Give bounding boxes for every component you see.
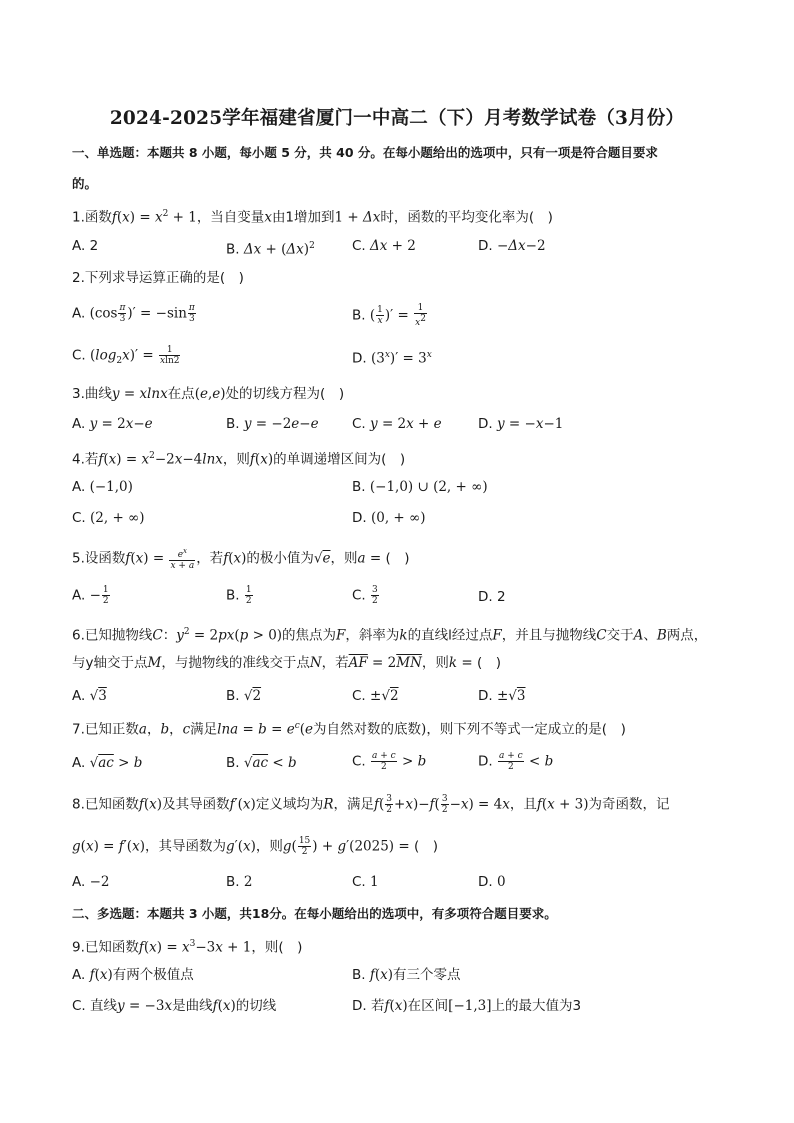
- question-1-option-a: A. 2: [72, 238, 99, 254]
- question-7-option-c: C. $\frac{a + c}{2}$ > b: [352, 751, 427, 772]
- page-title: 2024-2025学年福建省厦门一中高二（下）月考数学试卷（3月份）: [109, 108, 685, 129]
- question-1-stem: 1.函数$f(x) = x^2 + 1$，当自变量x由1增加到1 + Δx时，函数的平均变化率为( ): [72, 209, 553, 226]
- question-1-option-b: B. $\Delta x + (\Delta x)^2$: [226, 241, 315, 258]
- question-8-option-d: D. 0: [478, 874, 506, 890]
- question-5-option-a: A. − $\frac{1}{2}$: [72, 585, 109, 606]
- question-7-option-a: A. √ac > b: [72, 755, 143, 771]
- question-7-option-b: B. √ac < b: [226, 755, 297, 771]
- question-2-stem: 2.下列求导运算正确的是( ): [72, 270, 244, 286]
- question-3-option-d: D. y = −x−1: [478, 416, 564, 432]
- question-4-option-b: B. (−1,0) ∪ (2, + ∞): [352, 479, 488, 495]
- question-6-stem-line1: 6.已知抛物线C：$y^2 = 2px(p > 0)$的焦点为F，斜率为k的直线l经过点F，并且与抛物线C交于A、B两点，: [72, 627, 708, 644]
- question-6-option-d: D. ±√3: [478, 688, 526, 704]
- question-8-stem-line2: g(x) = f′(x)，其导函数为g′(x)，则g( $\frac{15}{2}$ ) + g′(2025) = ( ): [72, 836, 439, 857]
- question-9-option-c: C. 直线y = −3x是曲线f(x)的切线: [72, 998, 277, 1014]
- question-4-option-c: C. (2, + ∞): [72, 510, 145, 526]
- question-6-stem-line2: 与y轴交于点M，与抛物线的准线交于点N，若$\overline{AF} = 2\overline{MN}$，则k = ( ): [72, 655, 502, 671]
- question-4-stem: 4.若$f(x) = x^2-2x-4\ln x$，则f(x)的单调递增区间为( ): [72, 451, 406, 468]
- question-9-stem: 9.已知函数$f(x) = x^3-3x + 1$，则( ): [72, 939, 303, 956]
- question-2-option-b: B. ( $\frac{1}{x}$ )′ = $\frac{1}{x^2}$: [352, 303, 426, 328]
- question-3-option-c: C. y = 2x + e: [352, 416, 442, 432]
- question-8-option-a: A. −2: [72, 874, 110, 890]
- question-5-option-c: C. $\frac{3}{2}$: [352, 585, 378, 606]
- question-8-option-b: B. 2: [226, 874, 253, 890]
- section-multiple-choice-line1: 二、多选题：本题共 3 小题，共18分。在每小题给出的选项中，有多项符合题目要求。: [72, 906, 557, 921]
- question-9-option-b: B. f(x)有三个零点: [352, 967, 461, 983]
- question-8-option-c: C. 1: [352, 874, 379, 890]
- question-9-option-d: D. 若f(x)在区间[−1,3]上的最大值为3: [352, 998, 582, 1014]
- question-1-option-c: C. Δx + 2: [352, 238, 416, 254]
- question-3-stem: 3.曲线y = xlnx在点(e,e)处的切线方程为( ): [72, 386, 345, 402]
- question-1-option-d: D. −Δx−2: [478, 238, 546, 254]
- question-3-option-a: A. y = 2x−e: [72, 416, 153, 432]
- question-6-option-b: B. √2: [226, 688, 262, 704]
- question-9-option-a: A. f(x)有两个极值点: [72, 967, 194, 983]
- question-3-option-b: B. y = −2e−e: [226, 416, 319, 432]
- question-7-stem: 7.已知正数a，b，c满足$\ln a = b = e^c(e$为自然对数的底数)，则下列不等式一定成立的是( ): [72, 721, 626, 738]
- question-2-option-c: C. $(\log_2x)'$ = $\frac{1}{xln2}$: [72, 345, 180, 367]
- question-7-option-d: D. $\frac{a + c}{2}$ < b: [478, 751, 554, 772]
- section-single-choice-line1: 一、单选题：本题共 8 小题，每小题 5 分，共 40 分。在每小题给出的选项中，只有一项是符合题目要求: [72, 145, 658, 160]
- question-2-option-a: A. (cos $\frac{\pi}{3}$ )′ = −sin $\frac{\pi}{3}$: [72, 303, 195, 324]
- question-6-option-a: A. √3: [72, 688, 107, 704]
- question-8-stem-line1: 8.已知函数f(x)及其导函数f′(x)定义域均为R，满足f( $\frac{3}{2}$ +x)−f( $\frac{3}{2}$ −x) = 4x，且f(x + 3)为奇函数，记: [72, 794, 670, 815]
- section-single-choice-line2: 的。: [72, 176, 98, 191]
- question-5-stem: 5.设函数f(x) = $\frac{e^x}{x + a}$ ，若f(x)的极小值为√e，则a = ( ): [72, 547, 410, 571]
- question-4-option-a: A. (−1,0): [72, 479, 133, 495]
- question-5-option-d: D. 2: [478, 589, 506, 605]
- question-4-option-d: D. (0, + ∞): [352, 510, 426, 526]
- question-6-option-c: C. ±√2: [352, 688, 399, 704]
- question-2-option-d: D. $(3^x)' = 3^x$: [352, 350, 432, 367]
- question-5-option-b: B. $\frac{1}{2}$: [226, 585, 252, 606]
